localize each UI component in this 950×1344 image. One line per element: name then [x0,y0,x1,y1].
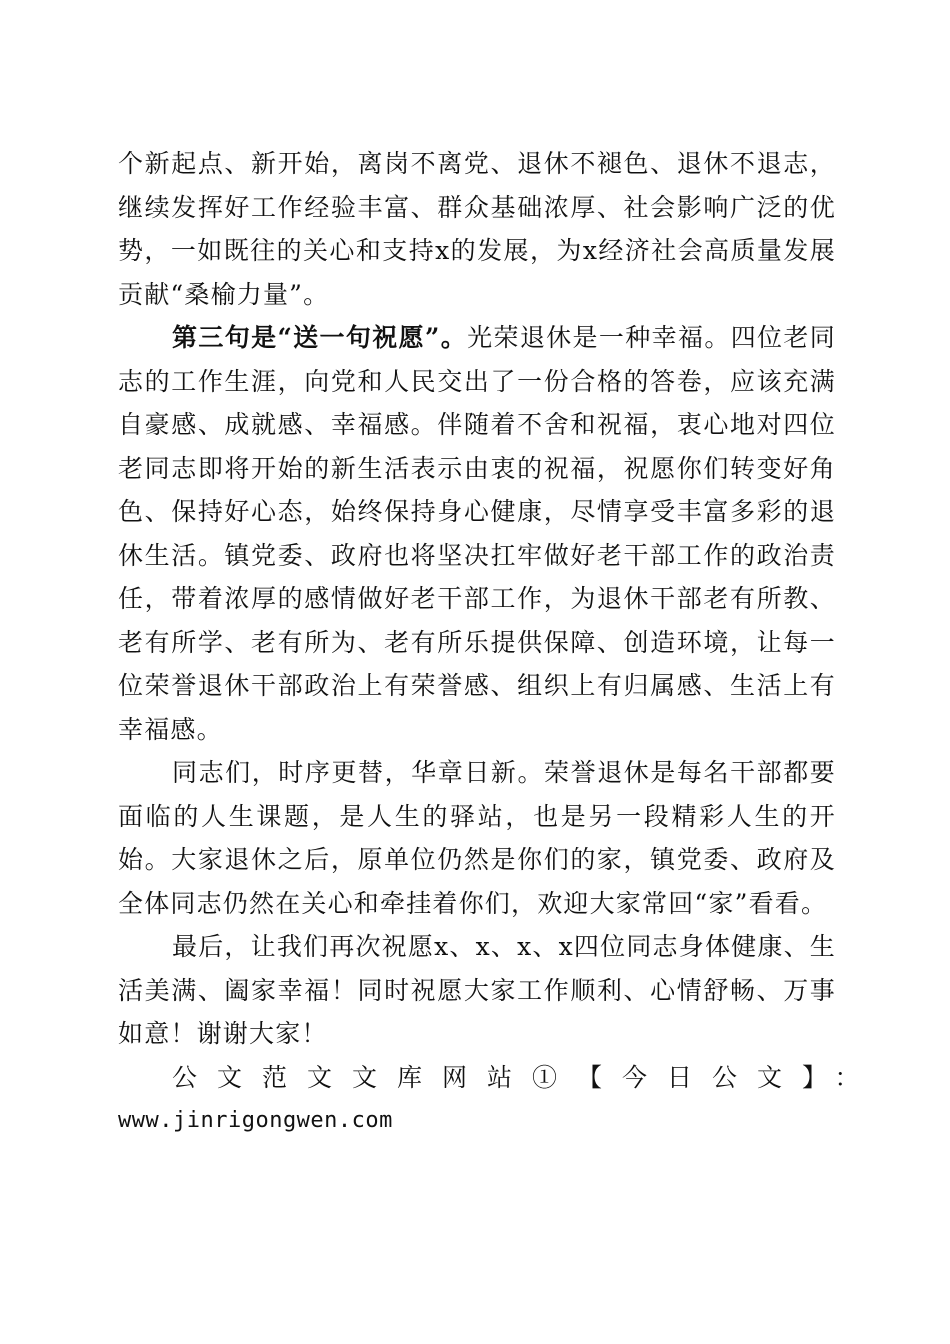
paragraph-lead: 第三句是“送一句祝愿”。 [172,323,468,352]
paragraph-text: 光荣退休是一种幸福。四位老同志的工作生涯，向党和人民交出了一份合格的答卷，应该充满自豪感、成就感、幸福感。伴随着不舍和祝福，衷心地对四位老同志即将开始的新生活表示由衷的祝福，祝愿你们转变好角色、保持好心态，始终保持身心健康，尽情享受丰富多彩的退休生活。镇党委、政府也将坚决扛牢做好老干部工作的政治责任，带着浓厚的感情做好老干部工作，为退休干部老有所教、老有所学、老有所为、老有所乐提供保障、创造环境，让每一位荣誉退休干部政治上有荣誉感、组织上有归属感、生活上有幸福感。 [118,323,836,744]
paragraph-text: 最后，让我们再次祝愿x、x、x、x四位同志身体健康、生活美满、阖家幸福！同时祝愿大家工作顺利、心情舒畅、万事如意！谢谢大家！ [118,932,836,1048]
paragraph-text: 同志们，时序更替，华章日新。荣誉退休是每名干部都要面临的人生课题，是人生的驿站，也是另一段精彩人生的开始。大家退休之后，原单位仍然是你们的家，镇党委、政府及全体同志仍然在关心和牵挂着你们，欢迎大家常回“家”看看。 [118,758,836,918]
document-body [118,142,880,1143]
footer-site-label: 公文范文文库网站①【今日公文】： [172,1062,880,1092]
paragraph-text: 个新起点、新开始，离岗不离党、退休不褪色、退休不退志，继续发挥好工作经验丰富、群众基础浓厚、社会影响广泛的优势，一如既往的关心和支持x的发展，为x经济社会高质量发展贡献“桑榆力量”。 [118,149,836,309]
paragraph-comrades [118,751,836,925]
footer-site-url[interactable]: www.jinrigongwen.com [118,1108,393,1133]
paragraph-closing [118,925,836,1056]
paragraph-third-wish [118,316,836,751]
paragraph-continuation [118,142,836,316]
